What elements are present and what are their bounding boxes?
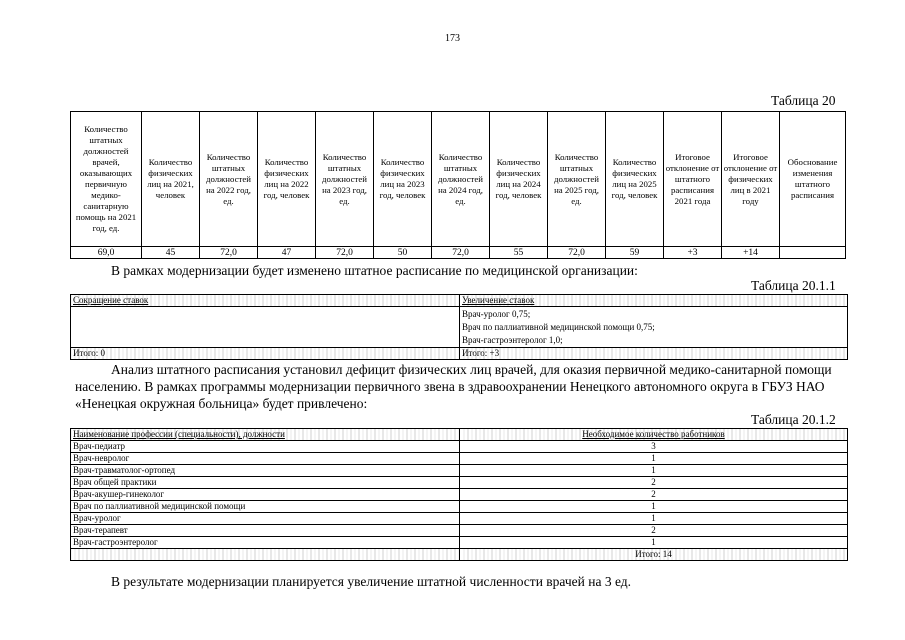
required-staff-table (70, 428, 848, 561)
table20-value-cell: 72,0 (200, 247, 258, 259)
table20-header-cell: Количество физических лиц на 2023 год, человек (374, 112, 432, 247)
profession-name: Врач-гастроэнтеролог (71, 537, 460, 549)
worker-count: 3 (460, 441, 848, 453)
table-row (71, 489, 848, 501)
table20-value-cell: 69,0 (71, 247, 142, 259)
worker-count: 2 (460, 525, 848, 537)
table20-value-cell: +3 (664, 247, 722, 259)
table-row (71, 525, 848, 537)
table20-value-cell: 72,0 (432, 247, 490, 259)
profession-name: Врач общей практики (71, 477, 460, 489)
paragraph-result: В результате модернизации планируется увеличение штатной численности врачей на 3 ед. (111, 574, 632, 589)
reductions-total: Итого: 0 (71, 348, 460, 360)
staffing-table (70, 111, 846, 259)
table20-value-cell: 45 (142, 247, 200, 259)
table20-header-cell: Обоснование изменения штатного расписания (780, 112, 846, 247)
increase-item: Врач по паллиативной медицинской помощи 0,75; (462, 322, 655, 332)
worker-count: 1 (460, 537, 848, 549)
table-row (71, 453, 848, 465)
table20-header-cell: Количество физических лиц на 2024 год, человек (490, 112, 548, 247)
profession-name: Врач-невролог (71, 453, 460, 465)
table20-caption: Таблица 20 (771, 93, 836, 108)
table2011-total-row (71, 348, 848, 360)
reductions-cell (71, 307, 460, 348)
page-number: 173 (445, 33, 460, 44)
table2012-header-row (71, 429, 848, 441)
increase-item: Врач-гастроэнтеролог 1,0; (462, 335, 563, 345)
profession-name: Врач-терапевт (71, 525, 460, 537)
count-header: Необходимое количество работников (460, 429, 848, 441)
table20-header-cell: Количество физических лиц на 2021, человек (142, 112, 200, 247)
table-row (71, 477, 848, 489)
paragraph-analysis: Анализ штатного расписания установил дефицит физических лиц врачей, для оказия первичной медико-санитарной помощи населению. В рамках программы модернизации первичного звена в здравоохранении Ненецкого автономного округа в ГБУЗ НАО «Ненецкая окружная больница» будет привлечено: (75, 362, 832, 411)
profession-name: Врач-акушер-гинеколог (71, 489, 460, 501)
table-row (71, 441, 848, 453)
increases-cell (460, 307, 848, 348)
worker-count: 1 (460, 465, 848, 477)
table20-value-cell: 55 (490, 247, 548, 259)
rate-changes-table (70, 294, 848, 360)
table20-header-cell: Количество штатных должностей на 2024 год, ед. (432, 112, 490, 247)
table2011-body-row (71, 307, 848, 348)
table20-header-row (71, 112, 846, 247)
worker-count: 1 (460, 453, 848, 465)
reductions-header: Сокращение ставок (71, 295, 460, 307)
table-row (71, 501, 848, 513)
profession-name: Врач по паллиативной медицинской помощи (71, 501, 460, 513)
table20-header-cell: Количество штатных должностей врачей, оказывающих первичную медико-санитарную помощь на 2021 год, ед. (71, 112, 142, 247)
table2012-total-row (71, 549, 848, 561)
table20-value-cell: 59 (606, 247, 664, 259)
increase-item: Врач-уролог 0,75; (462, 309, 531, 319)
worker-count: 2 (460, 477, 848, 489)
worker-count: 1 (460, 513, 848, 525)
table20-header-cell: Количество штатных должностей на 2023 год, ед. (316, 112, 374, 247)
workers-total: Итого: 14 (460, 549, 848, 561)
table20-value-cell (780, 247, 846, 259)
table20-header-cell: Количество физических лиц на 2022 год, человек (258, 112, 316, 247)
table20-value-cell: 50 (374, 247, 432, 259)
table-row (71, 465, 848, 477)
table-row (71, 513, 848, 525)
total-blank-cell (71, 549, 460, 561)
table-row (71, 537, 848, 549)
table2012-caption: Таблица 20.1.2 (751, 412, 836, 427)
table20-header-cell: Количество штатных должностей на 2022 год, ед. (200, 112, 258, 247)
paragraph-modernization: В рамках модернизации будет изменено штатное расписание по медицинской организации: (111, 263, 638, 278)
profession-name: Врач-травматолог-ортопед (71, 465, 460, 477)
table20-header-cell: Итоговое отклонение от физических лиц в 2021 году (722, 112, 780, 247)
table20-header-cell: Итоговое отклонение от штатного расписания 2021 года (664, 112, 722, 247)
table20-value-cell: 47 (258, 247, 316, 259)
table20-value-cell: 72,0 (548, 247, 606, 259)
table2011-header-row (71, 295, 848, 307)
increases-header: Увеличение ставок (460, 295, 848, 307)
profession-name: Врач-уролог (71, 513, 460, 525)
worker-count: 2 (460, 489, 848, 501)
table20-values-row (71, 247, 846, 259)
table20-value-cell: 72,0 (316, 247, 374, 259)
table20-header-cell: Количество физических лиц на 2025 год, человек (606, 112, 664, 247)
table20-header-cell: Количество штатных должностей на 2025 год, ед. (548, 112, 606, 247)
profession-name: Врач-педиатр (71, 441, 460, 453)
increases-total: Итого: +3 (460, 348, 848, 360)
table2011-caption: Таблица 20.1.1 (751, 278, 836, 293)
worker-count: 1 (460, 501, 848, 513)
table20-value-cell: +14 (722, 247, 780, 259)
profession-header: Наименование профессии (специальности), должности (71, 429, 460, 441)
